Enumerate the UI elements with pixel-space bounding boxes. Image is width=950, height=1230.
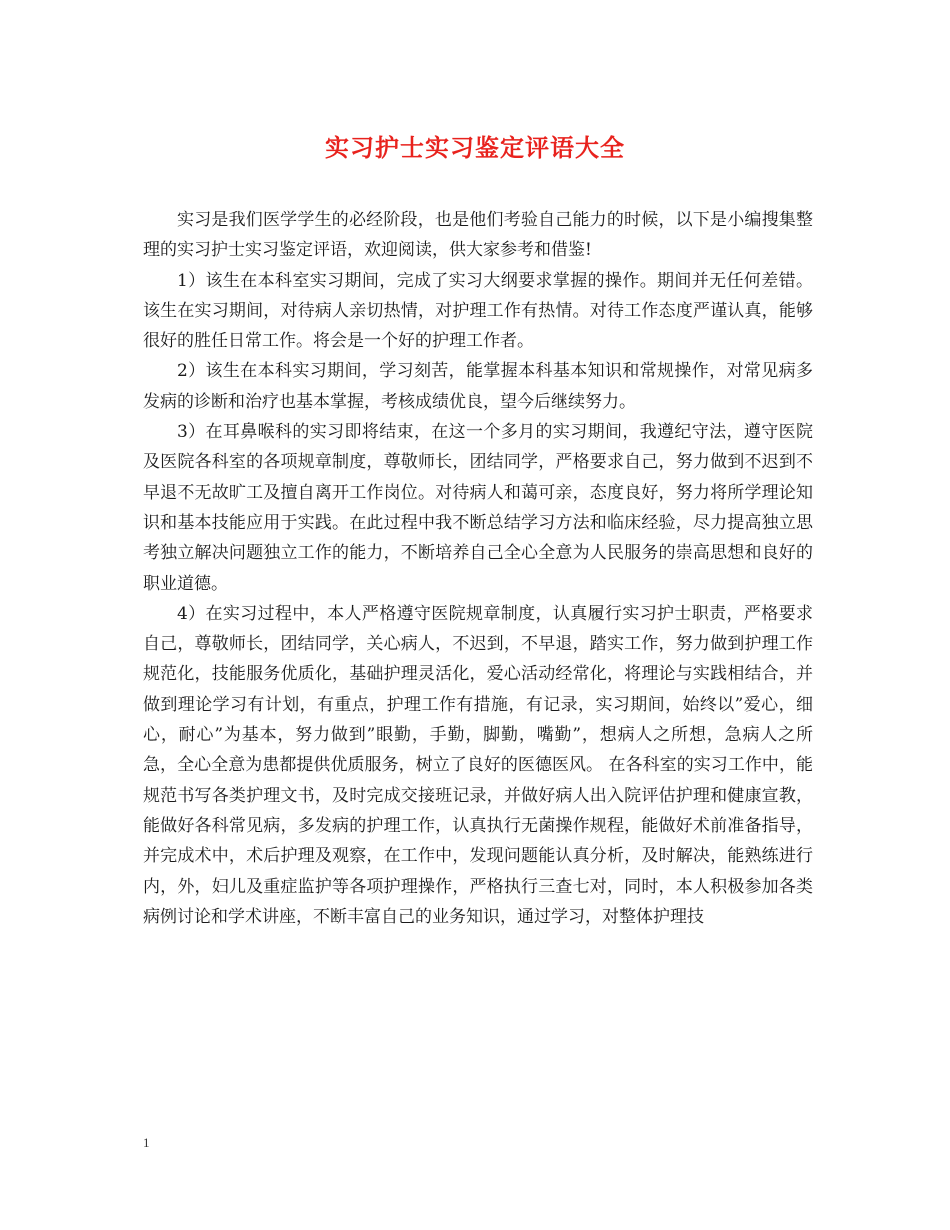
intro-paragraph: 实习是我们医学学生的必经阶段，也是他们考验自己能力的时候，以下是小编搜集整理的实习护士实习鉴定评语，欢迎阅读，供大家参考和借鉴!: [143, 210, 813, 261]
comment-paragraph-3: 3）在耳鼻喉科的实习即将结束，在这一个多月的实习期间，我遵纪守法，遵守医院及医院各科室的各项规章制度，尊敬师长，团结同学，严格要求自己，努力做到不迟到不早退不无故旷工及擅自离开工作岗位。对待病人和蔼可亲，态度良好，努力将所学理论知识和基本技能应用于实践。在此过程中我不断总结学习方法和临床经验，尽力提高独立思考独立解决问题独立工作的能力，不断培养自己全心全意为人民服务的崇高思想和良好的职业道德。: [143, 422, 813, 594]
document-title: 实习护士实习鉴定评语大全: [325, 133, 625, 162]
document-body: [143, 205, 813, 932]
comment-paragraph-1: 1）该生在本科室实习期间，完成了实习大纲要求掌握的操作。期间并无任何差错。该生在实习期间，对待病人亲切热情，对护理工作有热情。对待工作态度严谨认真，能够很好的胜任日常工作。将会是一个好的护理工作者。: [143, 270, 813, 352]
comment-paragraph-4: 4）在实习过程中，本人严格遵守医院规章制度，认真履行实习护士职责，严格要求自己，尊敬师长，团结同学，关心病人，不迟到，不早退，踏实工作，努力做到护理工作规范化，技能服务优质化，基础护理灵活化，爱心活动经常化，将理论与实践相结合，并做到理论学习有计划，有重点，护理工作有措施，有记录，实习期间，始终以”爱心，细心，耐心”为基本，努力做到”眼勤，手勤，脚勤，嘴勤”，想病人之所想，急病人之所急，全心全意为患都提供优质服务，树立了良好的医德医风。 在各科室的实习工作中，能规范书写各类护理文书，及时完成交接班记录，并做好病人出入院评估护理和健康宣教，能做好各科常见病，多发病的护理工作，认真执行无菌操作规程，能做好术前准备指导，并完成术中，术后护理及观察，在工作中，发现问题能认真分析，及时解决，能熟练进行内，外，妇儿及重症监护等各项护理操作，严格执行三查七对，同时，本人积极参加各类病例讨论和学术讲座，不断丰富自己的业务知识，通过学习，对整体护理技: [143, 603, 813, 927]
comment-paragraph-2: 2）该生在本科实习期间，学习刻苦，能掌握本科基本知识和常规操作，对常见病多发病的诊断和治疗也基本掌握，考核成绩优良，望今后继续努力。: [143, 361, 813, 412]
page-number: 1: [143, 1135, 150, 1150]
